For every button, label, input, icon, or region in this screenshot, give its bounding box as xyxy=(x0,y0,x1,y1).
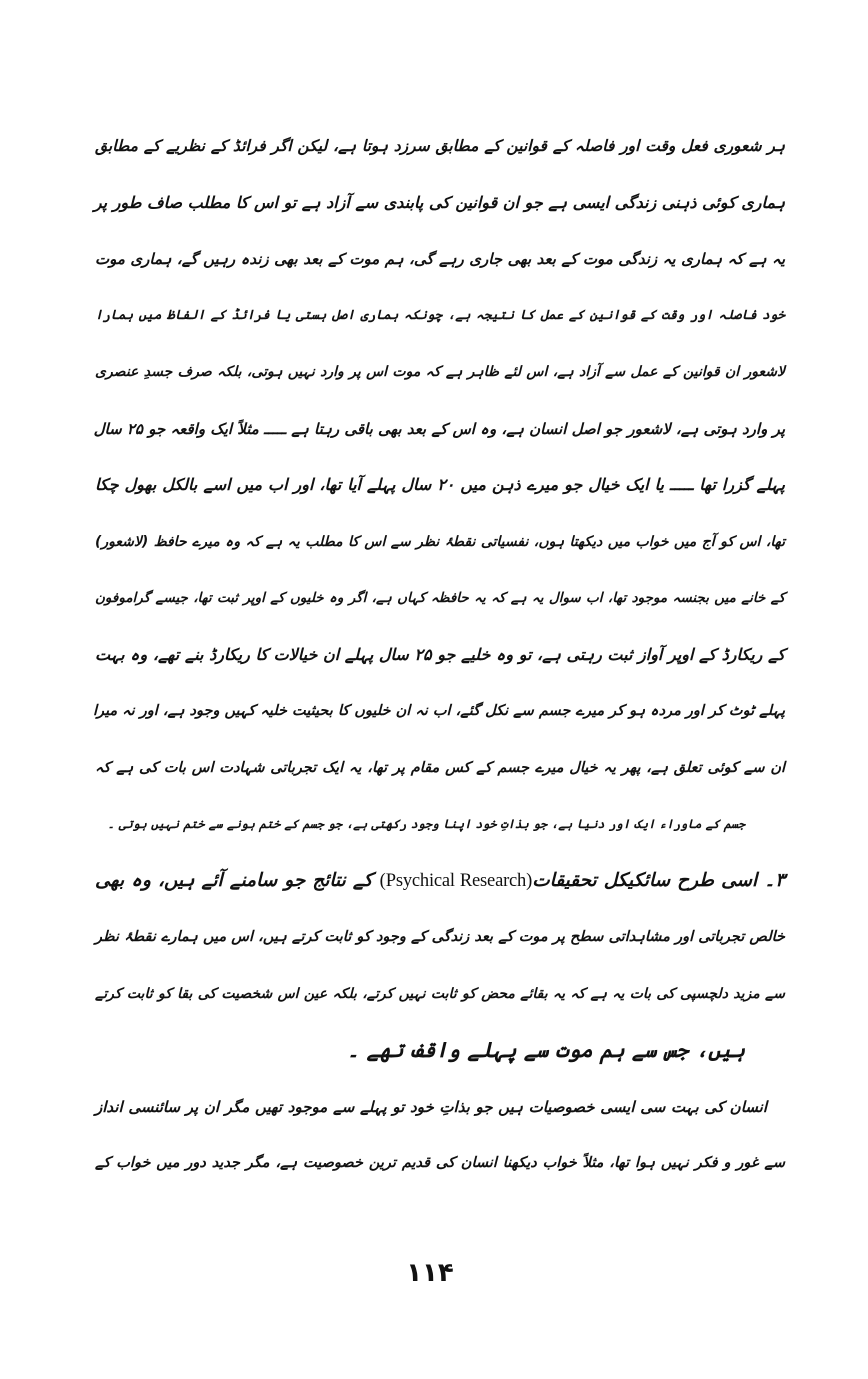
text-line: پہلے ٹوٹ کر اور مردہ ہو کر میرے جسم سے نکل گئے، اب نہ ان خلیوں کا بحیثیت خلیہ کہیں وجود ہے، اور نہ میرا xyxy=(92,703,785,719)
text-line-paragraph-end: جسم کے ماوراء ایک اور دنیا ہے، جو بذاتِ خود اپنا وجود رکھتی ہے، جو جسم کے ختم ہونے سے ختم نہیں ہوتی ۔ xyxy=(107,817,745,831)
page-number: ۱۱۴ xyxy=(406,1258,454,1288)
text-line: سے غور و فکر نہیں ہوا تھا، مثلاً خواب دیکھنا انسان کی قدیم ترین خصوصیت ہے، مگر جدید دور میں خواب کے xyxy=(95,1155,785,1171)
text-line: تھا، اس کو آج میں خواب میں دیکھتا ہوں، نفسیاتی نقطۂ نظر سے اس کا مطلب یہ ہے کہ وہ میرے حافظ (لاشعور) xyxy=(95,533,786,550)
text-line: کے ریکارڈ کے اوپر آواز ثبت رہتی ہے، تو وہ خلیے جو ۲۵ سال پہلے ان خیالات کا ریکارڈ بنے تھے، وہ بہت xyxy=(95,644,786,664)
text-line: ان سے کوئی تعلق ہے، پھر یہ خیال میرے جسم کے کس مقام پر تھا، یہ ایک تجرباتی شہادت اس بات کی ہے کہ xyxy=(95,759,785,776)
text-line: ہر شعوری فعل وقت اور فاصلہ کے قوانین کے مطابق سرزد ہوتا ہے، لیکن اگر فرائڈ کے نظریے کے مطابق xyxy=(95,137,785,155)
text-line-paragraph-start: انسان کی بہت سی ایسی خصوصیات ہیں جو بذاتِ خود تو پہلے سے موجود تھیں مگر ان پر سائنسی انداز xyxy=(95,1097,767,1116)
point-3-line xyxy=(95,853,785,910)
text-line: پر وارد ہوتی ہے، لاشعور جو اصل انسان ہے، وہ اس کے بعد بھی باقی رہتا ہے ـــــ مثلاً ایک واقعہ جو ۲۵ سال xyxy=(93,419,785,438)
text-line: خالص تجرباتی اور مشاہداتی سطح پر موت کے بعد زندگی کے وجود کو ثابت کرتے ہیں، اس میں ہمارے نقطۂ نظر xyxy=(95,929,785,945)
point-3-tail: کے نتائج جو سامنے آئے ہیں، وہ بھی xyxy=(95,869,373,891)
point-3-lead: ۳۔ اسی طرح سائکیکل تحقیقات xyxy=(532,869,785,891)
text-line: خود فاصلہ اور وقت کے قوانین کے عمل کا نتیجہ ہے، چونکہ ہماری اصل ہستی یا فرائڈ کے الفاظ میں ہمارا xyxy=(95,307,785,323)
text-line: لاشعور ان قوانین کے عمل سے آزاد ہے، اس لئے ظاہر ہے کہ موت اس پر وارد نہیں ہوتی، بلکہ صرف جسدِ عنصری xyxy=(95,364,785,380)
text-line: کے خانے میں بجنسہ موجود تھا، اب سوال یہ ہے کہ یہ حافظہ کہاں ہے، اگر وہ خلیوں کے اوپر ثبت تھا، جیسے گراموفون xyxy=(95,590,785,606)
text-line: سے مزید دلچسپی کی بات یہ ہے کہ یہ بقائے محض کو ثابت نہیں کرتے، بلکہ عین اس شخصیت کی بقا کو ثابت کرتے xyxy=(95,985,785,1002)
text-line-paragraph-end: ہیں، جس سے ہم موت سے پہلے واقف تھے ۔ xyxy=(346,1038,745,1062)
body-text xyxy=(92,118,786,1192)
psychical-research-term: (Psychical Research) xyxy=(379,870,533,891)
text-line: ہماری کوئی ذہنی زندگی ایسی ہے جو ان قوانین کی پابندی سے آزاد ہے تو اس کا مطلب صاف طور پر xyxy=(93,192,785,212)
text-line: پہلے گزرا تھا ـــــ یا ایک خیال جو میرے ذہن میں ۲۰ سال پہلے آیا تھا، اور اب میں اسے بالکل بھول چکا xyxy=(95,475,786,494)
text-line: یہ ہے کہ ہماری یہ زندگی موت کے بعد بھی جاری رہے گی، ہم موت کے بعد بھی زندہ رہیں گے، ہماری موت xyxy=(95,250,785,268)
